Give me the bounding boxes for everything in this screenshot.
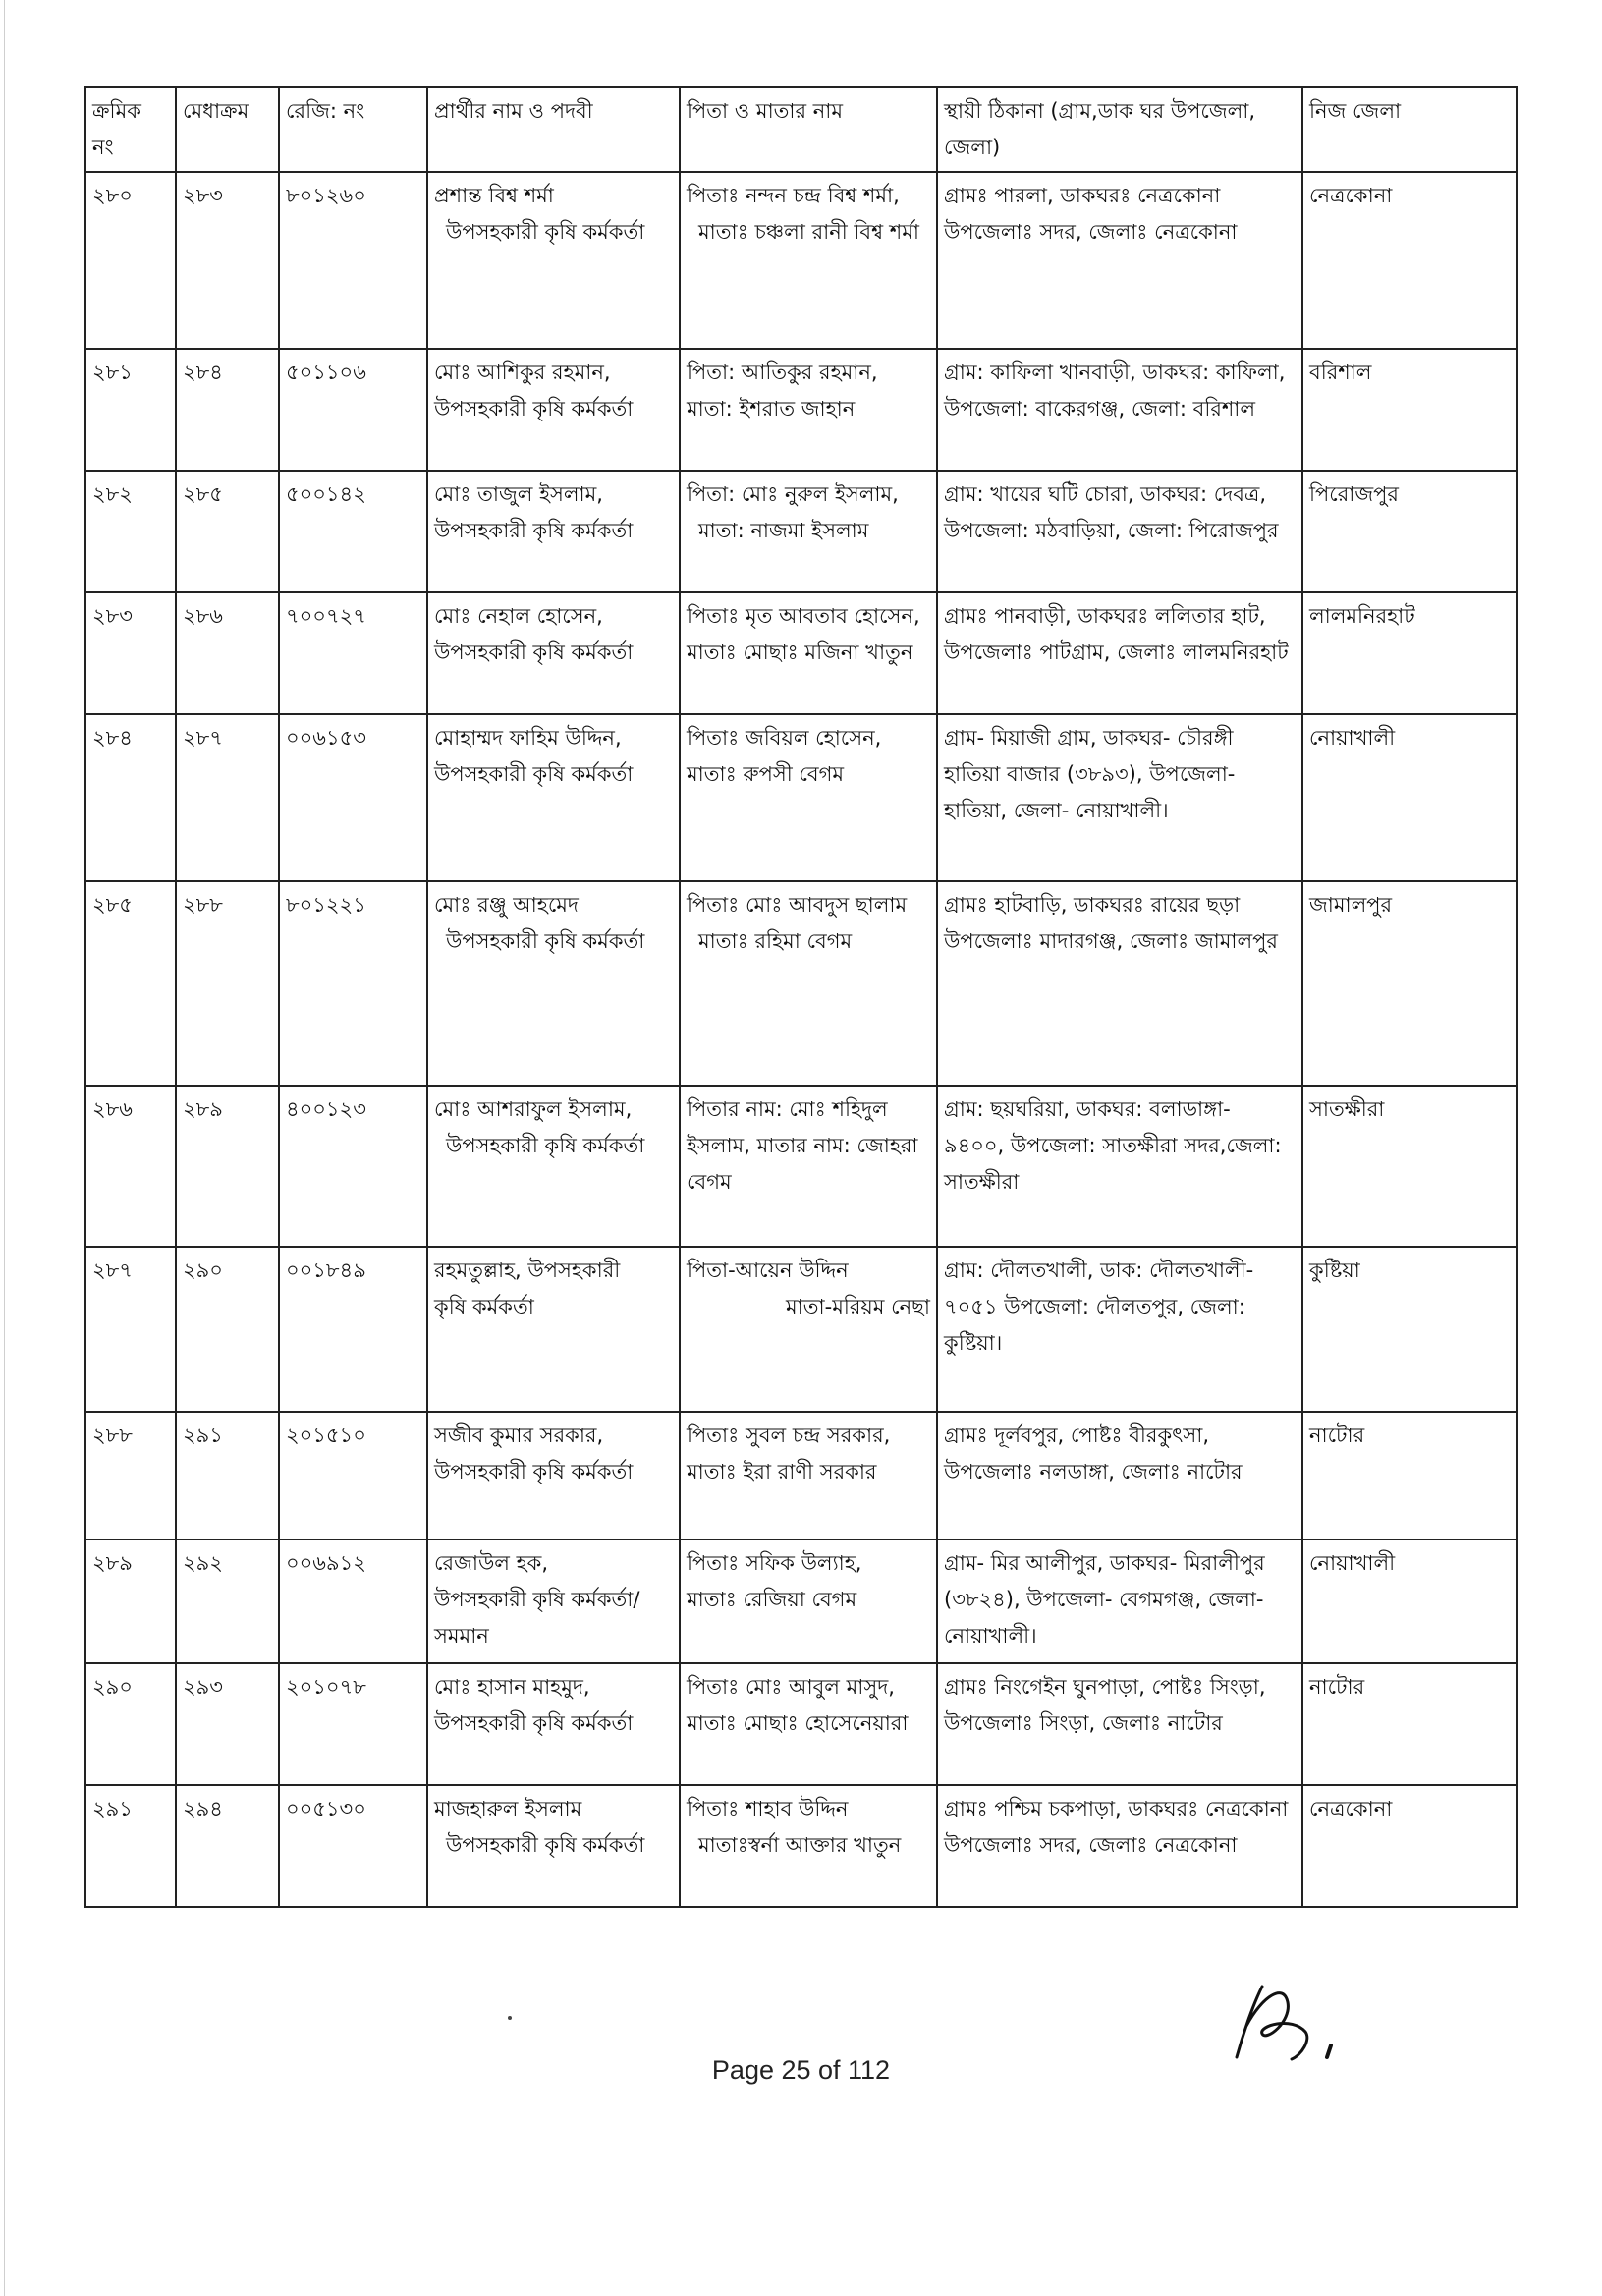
cell-merit: ২৯২ — [176, 1540, 279, 1663]
table-row — [85, 1540, 1517, 1663]
cell-district: জামালপুর — [1302, 881, 1517, 1086]
cell-merit: ২৮৯ — [176, 1086, 279, 1247]
mother-name: মাতাঃস্বর্না আক্তার খাতুন — [698, 1833, 902, 1857]
cell-name — [427, 714, 680, 881]
mother-name: মাতা: নাজমা ইসলাম — [698, 519, 869, 542]
father-name: পিতার নাম: মোঃ শহিদুল ইসলাম, — [687, 1097, 888, 1157]
father-name: পিতা: আতিকুর রহমান, — [687, 361, 878, 384]
father-name: পিতাঃ মোঃ আবদুস ছালাম — [687, 893, 908, 917]
father-name: পিতাঃ নন্দন চন্দ্র বিশ্ব শর্মা, — [687, 184, 900, 207]
cell-name — [427, 881, 680, 1086]
cell-name — [427, 349, 680, 471]
cell-district: নোয়াখালী — [1302, 714, 1517, 881]
header-address: স্থায়ী ঠিকানা (গ্রাম,ডাক ঘর উপজেলা, জেলা) — [937, 87, 1302, 172]
table-row — [85, 1785, 1517, 1907]
cell-address: গ্রামঃ পারলা, ডাকঘরঃ নেত্রকোনা উপজেলাঃ সদর, জেলাঃ নেত্রকোনা — [937, 172, 1302, 349]
mother-name: মাতাঃ মোছাঃ মজিনা খাতুন — [687, 641, 913, 664]
cell-reg: ৮০১২২১ — [279, 881, 427, 1086]
cell-merit: ২৮৪ — [176, 349, 279, 471]
candidate-name: মোঃ আশরাফুল ইসলাম, — [434, 1097, 633, 1121]
cell-address: গ্রাম: খায়ের ঘটি চোরা, ডাকঘর: দেবত্র, উপজেলা: মঠবাড়িয়া, জেলা: পিরোজপুর — [937, 471, 1302, 592]
cell-merit: ২৮৭ — [176, 714, 279, 881]
cell-reg: ০০৬৯১২ — [279, 1540, 427, 1663]
header-merit: মেধাক্রম — [176, 87, 279, 172]
cell-address: গ্রামঃ পানবাড়ী, ডাকঘরঃ ললিতার হাট, উপজেলাঃ পাটগ্রাম, জেলাঃ লালমনিরহাট — [937, 592, 1302, 714]
cell-parents — [680, 471, 937, 592]
cell-parents — [680, 1785, 937, 1907]
father-name: পিতা-আয়েন উদ্দিন — [687, 1259, 849, 1282]
cell-district: নোয়াখালী — [1302, 1540, 1517, 1663]
mother-name: মাতাঃ রহিমা বেগম — [698, 929, 853, 953]
header-reg: রেজি: নং — [279, 87, 427, 172]
cell-serial: ২৮০ — [85, 172, 176, 349]
cell-merit: ২৮৬ — [176, 592, 279, 714]
cell-address: গ্রাম: ছয়ঘরিয়া, ডাকঘর: বলাডাঙ্গা- ৯৪০০, উপজেলা: সাতক্ষীরা সদর,জেলা: সাতক্ষীরা — [937, 1086, 1302, 1247]
cell-name — [427, 1540, 680, 1663]
father-name: পিতাঃ শাহাব উদ্দিন — [687, 1797, 849, 1820]
cell-district: নাটোর — [1302, 1412, 1517, 1540]
cell-address: গ্রাম: কাফিলা খানবাড়ী, ডাকঘর: কাফিলা, উপজেলা: বাকেরগঞ্জ, জেলা: বরিশাল — [937, 349, 1302, 471]
cell-district: নেত্রকোনা — [1302, 172, 1517, 349]
cell-reg: ৮০১২৬০ — [279, 172, 427, 349]
cell-district: নাটোর — [1302, 1663, 1517, 1785]
cell-address: গ্রাম: দৌলতখালী, ডাক: দৌলতখালী- ৭০৫১ উপজেলা: দৌলতপুর, জেলা: কুষ্টিয়া। — [937, 1247, 1302, 1412]
table-row — [85, 471, 1517, 592]
header-name: প্রার্থীর নাম ও পদবী — [427, 87, 680, 172]
handwritten-signature — [1223, 1977, 1351, 2065]
candidate-name: সজীব কুমার সরকার, — [434, 1424, 604, 1447]
candidate-name: রহমতুল্লাহ, উপসহকারী — [434, 1259, 621, 1282]
cell-parents — [680, 881, 937, 1086]
cell-reg: ০০৬১৫৩ — [279, 714, 427, 881]
cell-serial: ২৯০ — [85, 1663, 176, 1785]
cell-district: নেত্রকোনা — [1302, 1785, 1517, 1907]
father-name: পিতাঃ সুবল চন্দ্র সরকার, — [687, 1424, 891, 1447]
table-row — [85, 592, 1517, 714]
candidate-name: মোহাম্মদ ফাহিম উদ্দিন, — [434, 726, 622, 750]
mother-name: মাতাঃ ইরা রাণী সরকার — [687, 1460, 877, 1484]
cell-serial: ২৮৫ — [85, 881, 176, 1086]
cell-reg: ৫০০১৪২ — [279, 471, 427, 592]
cell-serial: ২৮৯ — [85, 1540, 176, 1663]
father-name: পিতা: মোঃ নুরুল ইসলাম, — [687, 482, 899, 506]
table-row — [85, 1247, 1517, 1412]
cell-name — [427, 1663, 680, 1785]
father-name: পিতাঃ মোঃ আবুল মাসুদ, — [687, 1675, 895, 1699]
candidate-name: প্রশান্ত বিশ্ব শর্মা — [434, 184, 554, 207]
candidate-designation: উপসহকারী কৃষি কর্মকর্তা — [446, 1833, 645, 1857]
candidate-name: মোঃ রঞ্জু আহমেদ — [434, 893, 579, 917]
mother-name: মাতাঃ রেজিয়া বেগম — [687, 1588, 857, 1611]
cell-parents — [680, 1412, 937, 1540]
cell-parents — [680, 1663, 937, 1785]
father-name: পিতাঃ সফিক উল্যাহ, — [687, 1551, 862, 1575]
cell-name — [427, 1247, 680, 1412]
mother-name: মাতার নাম: জোহরা বেগম — [687, 1134, 918, 1194]
cell-parents — [680, 714, 937, 881]
cell-parents — [680, 172, 937, 349]
cell-merit: ২৯৩ — [176, 1663, 279, 1785]
table-row — [85, 1663, 1517, 1785]
candidate-designation: উপসহকারী কৃষি কর্মকর্তা — [434, 641, 634, 664]
page-edge — [4, 0, 5, 2296]
cell-parents — [680, 349, 937, 471]
cell-parents — [680, 592, 937, 714]
cell-merit: ২৯৪ — [176, 1785, 279, 1907]
cell-serial: ২৮২ — [85, 471, 176, 592]
candidate-designation: উপসহকারী কৃষি কর্মকর্তা — [434, 762, 634, 786]
cell-merit: ২৮৫ — [176, 471, 279, 592]
cell-reg: ০০৫১৩০ — [279, 1785, 427, 1907]
cell-serial: ২৮৬ — [85, 1086, 176, 1247]
cell-parents — [680, 1540, 937, 1663]
cell-name — [427, 592, 680, 714]
cell-address: গ্রাম- মিয়াজী গ্রাম, ডাকঘর- চৌরঙ্গী হাতিয়া বাজার (৩৮৯৩), উপজেলা- হাতিয়া, জেলা- নোয়াখালী। — [937, 714, 1302, 881]
page-number: Page 25 of 112 — [711, 2055, 891, 2085]
mother-name: মাতা: ইশরাত জাহান — [687, 397, 856, 420]
table-body — [85, 172, 1517, 1907]
candidate-designation: উপসহকারী কৃষি কর্মকর্তা/সমমান — [434, 1588, 640, 1648]
candidate-name: মোঃ নেহাল হোসেন, — [434, 604, 603, 628]
candidate-designation: উপসহকারী কৃষি কর্মকর্তা — [434, 397, 634, 420]
cell-merit: ২৯১ — [176, 1412, 279, 1540]
cell-serial: ২৮৮ — [85, 1412, 176, 1540]
candidate-name: মোঃ তাজুল ইসলাম, — [434, 482, 603, 506]
candidate-designation: উপসহকারী কৃষি কর্মকর্তা — [446, 220, 645, 244]
cell-merit: ২৮৩ — [176, 172, 279, 349]
candidate-name: মাজহারুল ইসলাম — [434, 1797, 582, 1820]
header-district: নিজ জেলা — [1302, 87, 1517, 172]
mother-name: মাতা-মরিয়ম নেছা — [786, 1295, 930, 1318]
cell-district: পিরোজপুর — [1302, 471, 1517, 592]
mother-name: মাতাঃ রুপসী বেগম — [687, 762, 845, 786]
father-name: পিতাঃ মৃত আবতাব হোসেন, — [687, 604, 920, 628]
table-row — [85, 714, 1517, 881]
cell-merit: ২৮৮ — [176, 881, 279, 1086]
table-row — [85, 1086, 1517, 1247]
cell-parents — [680, 1086, 937, 1247]
mother-name: মাতাঃ মোছাঃ হোসেনেয়ারা — [687, 1711, 909, 1735]
candidate-designation: উপসহকারী কৃষি কর্মকর্তা — [446, 1134, 645, 1157]
cell-address: গ্রাম- মির আলীপুর, ডাকঘর- মিরালীপুর (৩৮২৪), উপজেলা- বেগমগঞ্জ, জেলা- নোয়াখালী। — [937, 1540, 1302, 1663]
cell-reg: ২০১০৭৮ — [279, 1663, 427, 1785]
cell-name — [427, 1412, 680, 1540]
table-row — [85, 1412, 1517, 1540]
cell-district: বরিশাল — [1302, 349, 1517, 471]
candidate-designation: উপসহকারী কৃষি কর্মকর্তা — [434, 1460, 634, 1484]
table-header-row — [85, 87, 1517, 172]
cell-address: গ্রামঃ নিংগেইন ঘুনপাড়া, পোষ্টঃ সিংড়া, উপজেলাঃ সিংড়া, জেলাঃ নাটোর — [937, 1663, 1302, 1785]
cell-serial: ২৮৩ — [85, 592, 176, 714]
header-serial: ক্রমিক নং — [85, 87, 176, 172]
candidate-table — [84, 86, 1518, 1908]
cell-district: সাতক্ষীরা — [1302, 1086, 1517, 1247]
candidate-designation: উপসহকারী কৃষি কর্মকর্তা — [434, 519, 634, 542]
cell-name — [427, 172, 680, 349]
cell-district: লালমনিরহাট — [1302, 592, 1517, 714]
header-parents: পিতা ও মাতার নাম — [680, 87, 937, 172]
mother-name: মাতাঃ চঞ্চলা রানী বিশ্ব শর্মা — [698, 220, 919, 244]
table-row — [85, 349, 1517, 471]
father-name: পিতাঃ জবিয়ল হোসেন, — [687, 726, 882, 750]
cell-address: গ্রামঃ পশ্চিম চকপাড়া, ডাকঘরঃ নেত্রকোনা উপজেলাঃ সদর, জেলাঃ নেত্রকোনা — [937, 1785, 1302, 1907]
cell-reg: ২০১৫১০ — [279, 1412, 427, 1540]
cell-address: গ্রামঃ দূর্লবপুর, পোষ্টঃ বীরকুৎসা, উপজেলাঃ নলডাঙ্গা, জেলাঃ নাটোর — [937, 1412, 1302, 1540]
cell-serial: ২৮১ — [85, 349, 176, 471]
cell-reg: ০০১৮৪৯ — [279, 1247, 427, 1412]
table-row — [85, 172, 1517, 349]
cell-name — [427, 1785, 680, 1907]
cell-name — [427, 471, 680, 592]
cell-reg: ৭০০৭২৭ — [279, 592, 427, 714]
candidate-name: মোঃ হাসান মাহমুদ, — [434, 1675, 590, 1699]
cell-serial: ২৮৪ — [85, 714, 176, 881]
cell-reg: ৪০০১২৩ — [279, 1086, 427, 1247]
cell-name — [427, 1086, 680, 1247]
cell-district: কুষ্টিয়া — [1302, 1247, 1517, 1412]
candidate-designation: কৃষি কর্মকর্তা — [434, 1295, 534, 1318]
cell-address: গ্রামঃ হাটবাড়ি, ডাকঘরঃ রায়ের ছড়া উপজেলাঃ মাদারগঞ্জ, জেলাঃ জামালপুর — [937, 881, 1302, 1086]
candidate-designation: উপসহকারী কৃষি কর্মকর্তা — [446, 929, 645, 953]
candidate-designation: উপসহকারী কৃষি কর্মকর্তা — [434, 1711, 634, 1735]
cell-serial: ২৯১ — [85, 1785, 176, 1907]
cell-merit: ২৯০ — [176, 1247, 279, 1412]
cell-serial: ২৮৭ — [85, 1247, 176, 1412]
cell-reg: ৫০১১০৬ — [279, 349, 427, 471]
candidate-name: মোঃ আশিকুর রহমান, — [434, 361, 611, 384]
cell-parents — [680, 1247, 937, 1412]
ink-dot — [508, 2016, 512, 2020]
candidate-name: রেজাউল হক, — [434, 1551, 549, 1575]
table-row — [85, 881, 1517, 1086]
